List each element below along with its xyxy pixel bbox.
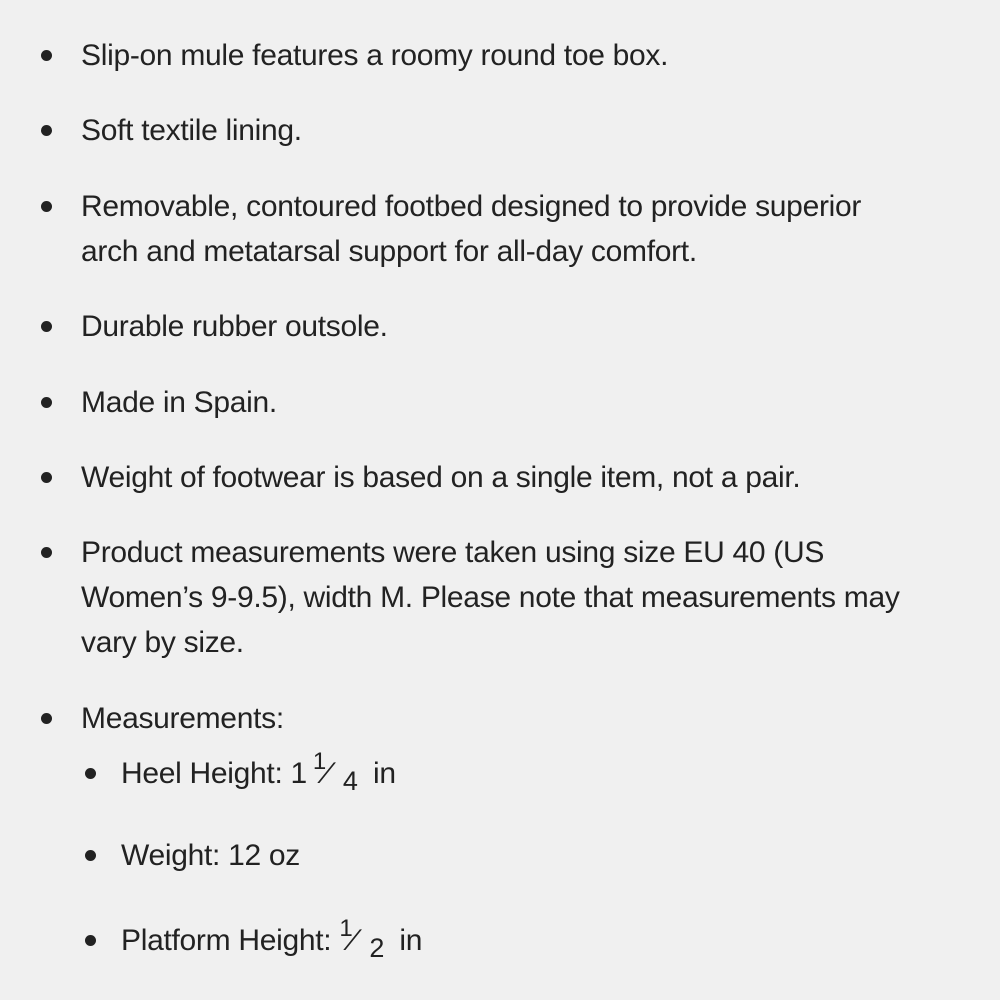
fraction-slash: ⁄	[322, 757, 333, 790]
heel-height-fraction	[312, 748, 365, 796]
weight-label: Weight: 12 oz	[121, 839, 300, 872]
bullet-icon	[85, 768, 96, 779]
bullet-icon	[85, 850, 96, 861]
measurement-text	[121, 748, 991, 796]
bullet-icon	[41, 713, 52, 724]
platform-height-label: Platform Height:	[121, 924, 340, 957]
fraction-denominator: 4	[342, 766, 358, 796]
bullet-icon	[85, 935, 96, 946]
bullet-icon	[41, 547, 52, 558]
feature-line: Durable rubber outsole.	[81, 310, 388, 343]
bullet-icon	[41, 50, 52, 61]
feature-line: Weight of footwear is based on a single item, not a pair.	[81, 461, 801, 494]
heel-height-unit: in	[364, 757, 396, 790]
feature-text	[81, 33, 951, 78]
heel-height-label: Heel Height: 1	[121, 757, 307, 790]
feature-text	[81, 380, 951, 425]
bullet-icon	[41, 397, 52, 408]
feature-line: Women’s 9-9.5), width M. Please note that measurements may	[81, 581, 900, 614]
bullet-icon	[41, 201, 52, 212]
feature-text	[81, 184, 951, 274]
feature-line: arch and metatarsal support for all-day comfort.	[81, 235, 697, 268]
feature-line: Made in Spain.	[81, 386, 277, 419]
feature-line: Product measurements were taken using size EU 40 (US	[81, 536, 825, 569]
measurement-text	[121, 915, 991, 963]
bullet-icon	[41, 125, 52, 136]
feature-line: Removable, contoured footbed designed to provide superior	[81, 190, 862, 223]
feature-line: Slip-on mule features a roomy round toe box.	[81, 39, 669, 72]
fraction-numerator: 1	[339, 915, 353, 942]
feature-text	[81, 530, 951, 665]
feature-text	[81, 455, 951, 500]
feature-text	[81, 108, 951, 153]
bullet-icon	[41, 321, 52, 332]
feature-text	[81, 304, 951, 349]
fraction-denominator: 2	[369, 933, 385, 963]
fraction-slash: ⁄	[348, 924, 359, 957]
feature-line: Soft textile lining.	[81, 114, 302, 147]
measurement-text	[121, 833, 991, 878]
feature-text	[81, 696, 951, 741]
fraction-numerator: 1	[312, 748, 326, 775]
measurements-heading: Measurements:	[81, 702, 284, 735]
bullet-icon	[41, 472, 52, 483]
platform-height-unit: in	[391, 924, 423, 957]
feature-line: vary by size.	[81, 626, 244, 659]
platform-height-fraction	[339, 915, 391, 963]
